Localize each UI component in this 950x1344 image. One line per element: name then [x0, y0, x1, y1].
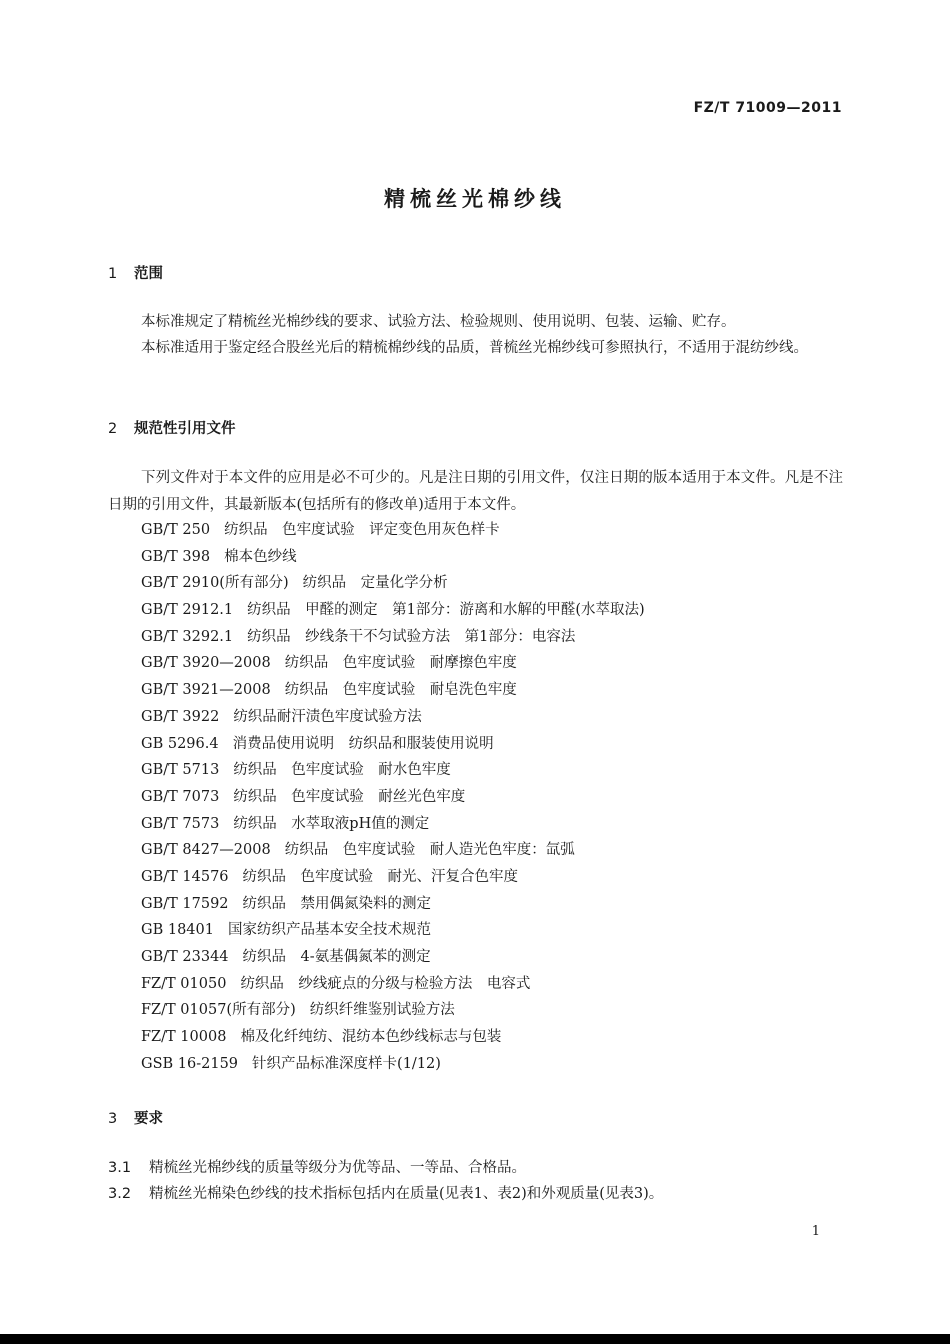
- reference-title: 纺织品 色牢度试验 耐摩擦色牢度: [284, 655, 517, 672]
- reference-code: GB 18401: [141, 922, 214, 939]
- clause-text: 精梳丝光棉染色纱线的技术指标包括内在质量(见表1、表2)和外观质量(见表3)。: [149, 1186, 664, 1202]
- clause-number: 3.1: [108, 1160, 132, 1176]
- reference-title: 纺织品 色牢度试验 耐人造光色牢度：氙弧: [284, 842, 575, 859]
- document-title: 精梳丝光棉纱线: [384, 187, 566, 211]
- clause-number: 3.2: [108, 1186, 132, 1202]
- reference-item: [141, 704, 645, 731]
- reference-item: [141, 570, 645, 597]
- reference-code: GB/T 2912.1: [141, 602, 234, 619]
- reference-title: 纺织品 色牢度试验 耐丝光色牢度: [233, 788, 466, 805]
- reference-item: [141, 997, 645, 1024]
- reference-title: 棉及化纤纯纺、混纺本色纱线标志与包装: [240, 1029, 502, 1046]
- reference-item: [141, 597, 645, 624]
- reference-title: 消费品使用说明 纺织品和服装使用说明: [232, 735, 494, 752]
- reference-code: GB/T 7573: [141, 815, 220, 832]
- reference-item: [141, 837, 645, 864]
- reference-code: GB/T 3920—2008: [141, 655, 271, 672]
- reference-code: GB/T 17592: [141, 895, 229, 912]
- reference-code: GB/T 3292.1: [141, 628, 234, 645]
- reference-code: GB 5296.4: [141, 735, 219, 752]
- page-bottom-edge: [0, 1334, 950, 1344]
- section-title: 规范性引用文件: [134, 421, 236, 437]
- reference-code: GSB 16-2159: [141, 1055, 239, 1072]
- reference-title: 纺织品 纱线条干不匀试验方法 第1部分：电容法: [247, 628, 576, 645]
- reference-title: 纺织品 纱线疵点的分级与检验方法 电容式: [240, 975, 531, 992]
- reference-title: 纺织品 水萃取液pH值的测定: [233, 815, 430, 832]
- reference-code: GB/T 3922: [141, 708, 220, 725]
- reference-code: GB/T 8427—2008: [141, 842, 271, 859]
- reference-code: GB/T 3921—2008: [141, 682, 271, 699]
- reference-title: 纺织品耐汗渍色牢度试验方法: [233, 708, 422, 725]
- reference-item: [141, 864, 645, 891]
- section-title: 要求: [134, 1111, 163, 1127]
- reference-title: 纺织品 色牢度试验 评定变色用灰色样卡: [224, 522, 500, 538]
- reference-code: FZ/T 01050: [141, 975, 227, 992]
- reference-item: [141, 944, 645, 971]
- reference-title: 纺织品 色牢度试验 耐光、汗复合色牢度: [242, 868, 519, 885]
- reference-title: 棉本色纱线: [224, 548, 297, 565]
- reference-title: 纺织品 禁用偶氮染料的测定: [242, 895, 432, 912]
- reference-title: 纺织品 定量化学分析: [302, 575, 448, 592]
- reference-item: [141, 1024, 645, 1051]
- section-1-heading: [108, 262, 163, 283]
- reference-item: [141, 544, 645, 571]
- reference-item: [141, 757, 645, 784]
- section-3-heading: [108, 1107, 163, 1128]
- reference-code: GB/T 5713: [141, 762, 220, 779]
- section-2-heading: [108, 417, 236, 438]
- reference-code: GB/T 14576: [141, 868, 229, 885]
- reference-code: GB/T 398: [141, 548, 211, 565]
- reference-code: FZ/T 01057(所有部分): [141, 1002, 296, 1019]
- reference-item: [141, 731, 645, 758]
- clause-3-2: [108, 1181, 663, 1207]
- reference-code: GB/T 250: [141, 522, 211, 538]
- reference-title: 纺织品 色牢度试验 耐水色牢度: [233, 762, 451, 779]
- reference-item: [141, 891, 645, 918]
- section-number: 1: [108, 266, 118, 282]
- reference-code: FZ/T 10008: [141, 1029, 227, 1046]
- reference-title: 国家纺织产品基本安全技术规范: [227, 922, 431, 939]
- reference-item: [141, 917, 645, 944]
- reference-title: 纺织纤维鉴别试验方法: [309, 1002, 455, 1019]
- reference-item: [141, 624, 645, 651]
- section-2-paragraph-1: 下列文件对于本文件的应用是必不可少的。凡是注日期的引用文件，仅注日期的版本适用于本文件。凡是不注日期的引用文件，其最新版本(包括所有的修改单)适用于本文件。: [108, 470, 843, 513]
- reference-title: 纺织品 甲醛的测定 第1部分：游离和水解的甲醛(水萃取法): [247, 602, 645, 619]
- section-title: 范围: [134, 266, 163, 282]
- reference-item: [141, 517, 645, 544]
- standard-code: FZ/T 71009—2011: [693, 100, 842, 116]
- section-1-paragraph-2: 本标准适用于鉴定经合股丝光后的精梳棉纱线的品质，普梳丝光棉纱线可参照执行，不适用于混纺纱线。: [141, 340, 808, 356]
- reference-code: GB/T 23344: [141, 949, 229, 965]
- section-number: 2: [108, 421, 118, 437]
- reference-code: GB/T 7073: [141, 788, 220, 805]
- reference-item: [141, 811, 645, 838]
- section-1-paragraph-1: 本标准规定了精梳丝光棉纱线的要求、试验方法、检验规则、使用说明、包装、运输、贮存。: [141, 314, 736, 330]
- page-number: 1: [811, 1224, 820, 1239]
- normative-reference-list: [141, 517, 645, 1077]
- reference-item: [141, 971, 645, 998]
- reference-title: 纺织品 4-氨基偶氮苯的测定: [242, 949, 431, 965]
- reference-code: GB/T 2910(所有部分): [141, 575, 289, 592]
- reference-item: [141, 650, 645, 677]
- reference-title: 针织产品标准深度样卡(1/12): [252, 1055, 441, 1072]
- reference-item: [141, 1051, 645, 1078]
- reference-item: [141, 677, 645, 704]
- clause-3-1: [108, 1155, 526, 1181]
- section-number: 3: [108, 1111, 118, 1127]
- reference-item: [141, 784, 645, 811]
- clause-text: 精梳丝光棉纱线的质量等级分为优等品、一等品、合格品。: [149, 1160, 526, 1176]
- reference-title: 纺织品 色牢度试验 耐皂洗色牢度: [284, 682, 517, 699]
